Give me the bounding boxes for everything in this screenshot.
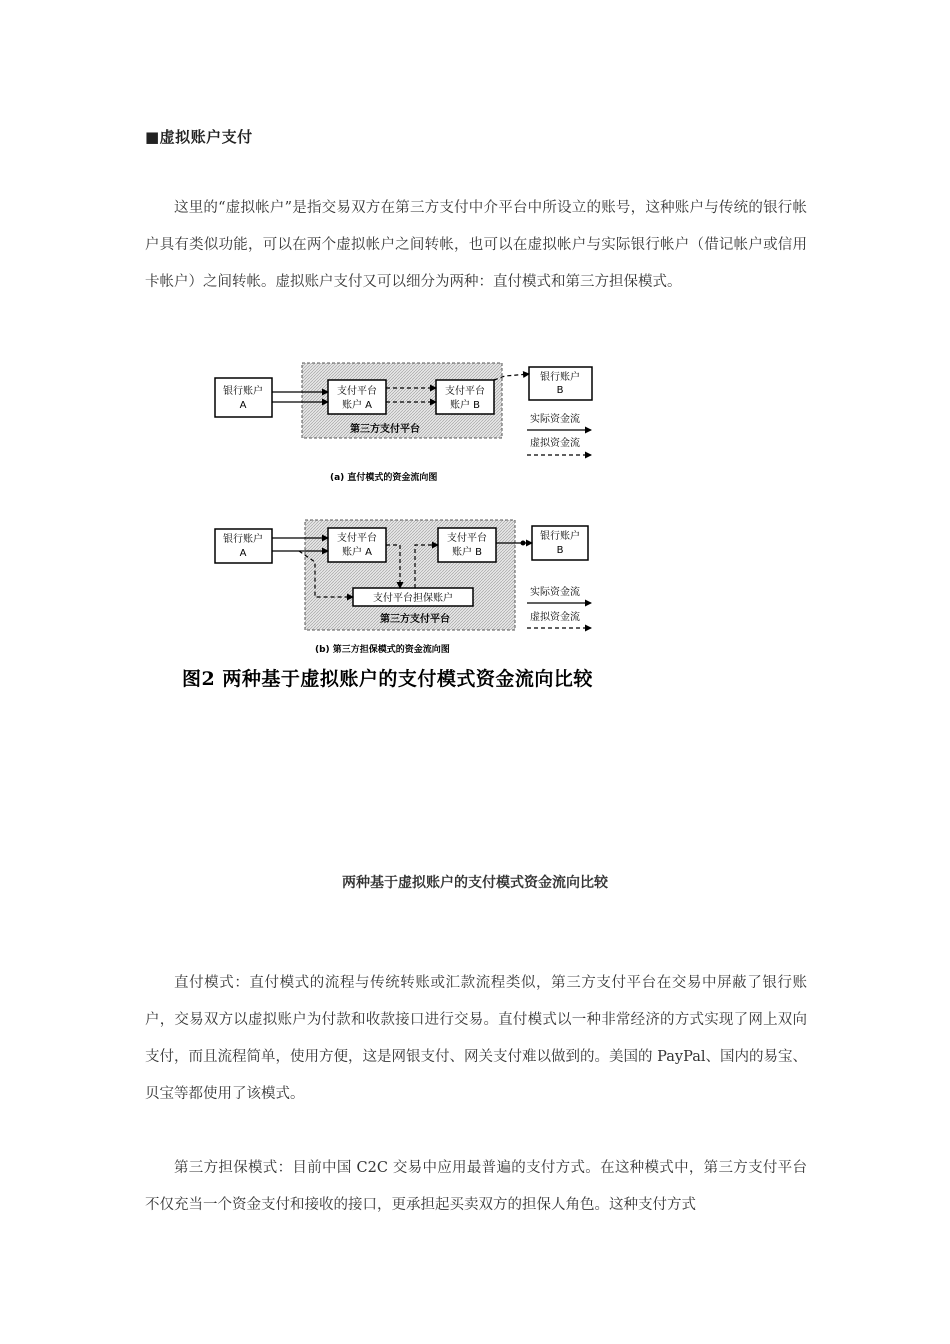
platform-account-b-label: 支付平台 bbox=[445, 386, 485, 397]
legend-virtual-label-a: 虚拟资金流 bbox=[530, 438, 580, 449]
platform-label-b: 第三方支付平台 bbox=[380, 614, 450, 625]
bank-account-a-id: A bbox=[239, 548, 247, 559]
diagram-a-caption: (a) 直付模式的资金流向图 bbox=[330, 473, 438, 483]
legend-real-label-a: 实际资金流 bbox=[530, 414, 580, 425]
bank-account-a-id: A bbox=[239, 400, 247, 411]
platform-account-a-label: 支付平台 bbox=[337, 533, 377, 544]
bank-account-a-label: 银行账户 bbox=[223, 534, 263, 545]
bank-account-b-label: 银行账户 bbox=[540, 372, 580, 383]
bank-account-b-id: B bbox=[556, 385, 564, 396]
bank-account-a-box bbox=[215, 378, 272, 417]
bank-account-b-label: 银行账户 bbox=[540, 531, 580, 542]
figure-caption: 两种基于虚拟账户的支付模式资金流向比较 bbox=[342, 875, 608, 891]
escrow-account-label: 支付平台担保账户 bbox=[373, 593, 453, 604]
direct-mode-paragraph: 直付模式：直付模式的流程与传统转账或汇款流程类似，第三方支付平台在交易中屏蔽了银行账户，交易双方以虚拟账户为付款和收款接口进行交易。直付模式以一种非常经济的方式实现了网上双向支付，而且流程简单，使用方便，这是网银支付、网关支付难以做到的。美国的 PayPal、国内的易宝、贝宝等都使用了该模式。 bbox=[145, 975, 807, 1102]
flow-diagram-figure bbox=[205, 350, 615, 660]
legend-real-label-b: 实际资金流 bbox=[530, 587, 580, 598]
figure-title: 图2 两种基于虚拟账户的支付模式资金流向比较 bbox=[182, 668, 593, 690]
escrow-mode-paragraph: 第三方担保模式：目前中国 C2C 交易中应用最普遍的支付方式。在这种模式中，第三方支付平台不仅充当一个资金支付和接收的接口，更承担起买卖双方的担保人角色。这种支付方式 bbox=[145, 1160, 807, 1213]
flow-dot bbox=[521, 541, 526, 546]
legend-virtual-label-b: 虚拟资金流 bbox=[530, 612, 580, 623]
platform-account-b-label: 支付平台 bbox=[447, 533, 487, 544]
platform-account-b-id: 账户 B bbox=[449, 400, 481, 411]
bank-account-a-label: 银行账户 bbox=[223, 386, 263, 397]
platform-account-a-id: 账户 A bbox=[341, 547, 373, 558]
section-heading: ■虚拟账户支付 bbox=[145, 128, 253, 146]
platform-account-a-label: 支付平台 bbox=[337, 386, 377, 397]
platform-account-b-id: 账户 B bbox=[451, 547, 483, 558]
platform-account-a-id: 账户 A bbox=[341, 400, 373, 411]
bank-account-b-id: B bbox=[556, 545, 564, 556]
diagram-a bbox=[215, 363, 592, 483]
diagram-b-caption: (b) 第三方担保模式的资金流向图 bbox=[315, 645, 450, 655]
diagram-b bbox=[215, 520, 591, 655]
platform-label-a: 第三方支付平台 bbox=[350, 424, 420, 435]
intro-paragraph: 这里的“虚拟帐户”是指交易双方在第三方支付中介平台中所设立的账号，这种账户与传统的银行帐户具有类似功能，可以在两个虚拟帐户之间转帐，也可以在虚拟帐户与实际银行帐户（借记帐户或信用卡帐户）之间转帐。虚拟账户支付又可以细分为两种：直付模式和第三方担保模式。 bbox=[145, 200, 807, 290]
flow-diagram-svg bbox=[205, 350, 615, 660]
